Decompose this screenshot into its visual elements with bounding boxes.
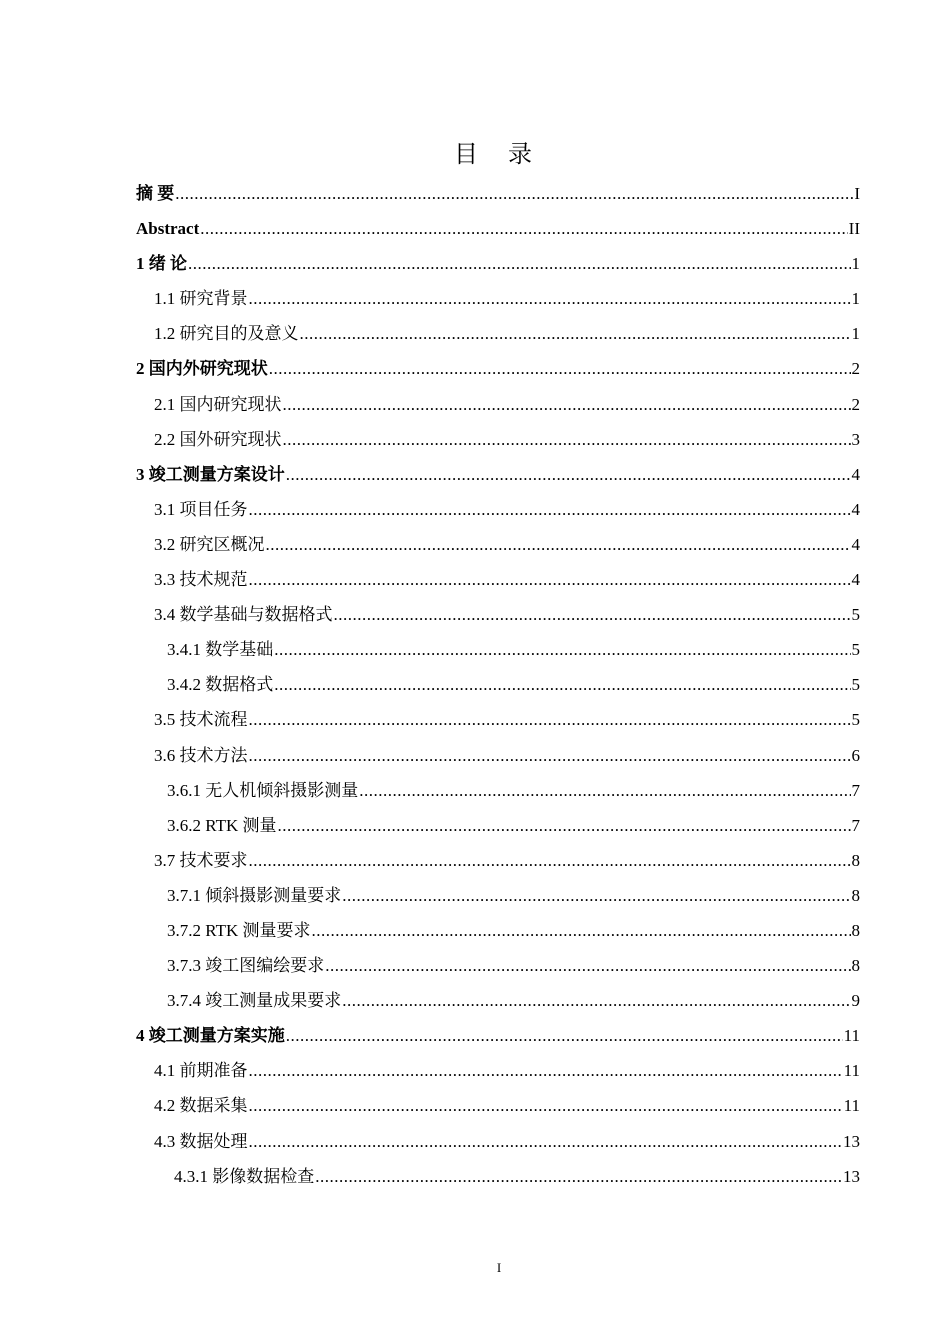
toc-entry[interactable] — [136, 948, 860, 983]
toc-leader-dots — [249, 1088, 843, 1123]
toc-entry[interactable] — [136, 808, 860, 843]
toc-leader-dots — [334, 597, 851, 632]
toc-entry-page-number: 13 — [843, 1131, 860, 1151]
toc-leader-dots — [188, 246, 851, 281]
toc-leader-dots — [175, 176, 853, 211]
toc-entry-page-number: 13 — [843, 1166, 860, 1186]
toc-leader-dots — [249, 1053, 843, 1088]
toc-leader-dots — [274, 667, 850, 702]
toc-entry-label: 2.2 国外研究现状 — [154, 429, 282, 449]
toc-entry-page-number: 3 — [851, 429, 860, 449]
toc-entry-page-number: 11 — [843, 1096, 860, 1116]
toc-leader-dots — [283, 422, 851, 457]
toc-leader-dots — [249, 843, 851, 878]
toc-entry-page-number: 11 — [843, 1061, 860, 1081]
toc-entry-page-number: I — [854, 184, 860, 203]
toc-entry-page-number: 1 — [851, 289, 860, 309]
toc-leader-dots — [277, 808, 850, 843]
toc-entry[interactable] — [136, 667, 860, 702]
toc-entry-label: 4.3 数据处理 — [154, 1131, 248, 1151]
page-title: 目 录 — [454, 142, 544, 168]
toc-leader-dots — [286, 457, 851, 492]
toc-entry[interactable] — [136, 1088, 860, 1123]
toc-entry-page-number: 2 — [851, 359, 860, 379]
toc-entry-page-number: 1 — [851, 254, 860, 274]
toc-leader-dots — [311, 913, 850, 948]
toc-entry[interactable] — [136, 351, 860, 386]
toc-entry-label: 4.3.1 影像数据检查 — [174, 1166, 315, 1186]
toc-entry[interactable] — [136, 176, 860, 211]
toc-entry-page-number: 5 — [851, 640, 860, 660]
toc-entry[interactable] — [136, 773, 860, 808]
toc-leader-dots — [342, 983, 850, 1018]
toc-entry-page-number: 4 — [851, 570, 860, 590]
toc-entry-label: 1 绪 论 — [136, 254, 187, 274]
toc-entry-label: 3 竣工测量方案设计 — [136, 464, 285, 484]
toc-entry-page-number: 4 — [851, 464, 860, 484]
toc-entry-label: 3.6.1 无人机倾斜摄影测量 — [167, 780, 359, 800]
toc-entry[interactable] — [136, 246, 860, 281]
toc-entry-label: 3.7 技术要求 — [154, 850, 248, 870]
toc-entry-label: 3.4.1 数学基础 — [167, 640, 274, 660]
toc-entry-page-number: 6 — [851, 745, 860, 765]
toc-entry-label: 4.2 数据采集 — [154, 1096, 248, 1116]
toc-entry-label: 4.1 前期准备 — [154, 1061, 248, 1081]
toc-entry-page-number: II — [848, 219, 860, 239]
toc-entry[interactable] — [136, 211, 860, 246]
toc-entry-page-number: 8 — [851, 885, 860, 905]
toc-entry[interactable] — [136, 597, 860, 632]
toc-entry-page-number: 5 — [851, 605, 860, 625]
toc-entry[interactable] — [136, 281, 860, 316]
toc-entry-page-number: 4 — [851, 534, 860, 554]
toc-entry-label: 2.1 国内研究现状 — [154, 394, 282, 414]
table-of-contents — [136, 176, 860, 1194]
toc-leader-dots — [286, 1018, 843, 1053]
toc-entry-page-number: 11 — [843, 1026, 860, 1046]
toc-entry-label: Abstract — [136, 219, 200, 239]
toc-leader-dots — [249, 702, 851, 737]
toc-leader-dots — [283, 387, 851, 422]
toc-entry[interactable] — [136, 632, 860, 667]
toc-entry-label: 3.6.2 RTK 测量 — [167, 815, 277, 835]
toc-leader-dots — [269, 351, 851, 386]
toc-entry-page-number: 8 — [851, 850, 860, 870]
toc-entry-label: 3.4.2 数据格式 — [167, 675, 274, 695]
toc-leader-dots — [249, 1124, 843, 1159]
toc-entry-page-number: 4 — [851, 499, 860, 519]
page-number-footer: I — [496, 1260, 502, 1275]
toc-entry-label: 3.2 研究区概况 — [154, 534, 265, 554]
toc-entry-label: 3.6 技术方法 — [154, 745, 248, 765]
toc-leader-dots — [300, 316, 851, 351]
toc-entry[interactable] — [136, 422, 860, 457]
toc-entry-label: 4 竣工测量方案实施 — [136, 1026, 285, 1046]
toc-entry-label: 3.7.4 竣工测量成果要求 — [167, 991, 342, 1011]
toc-entry-label: 3.7.3 竣工图编绘要求 — [167, 956, 325, 976]
toc-entry-label: 3.7.1 倾斜摄影测量要求 — [167, 885, 342, 905]
toc-entry[interactable] — [136, 983, 860, 1018]
toc-entry-page-number: 1 — [851, 324, 860, 344]
toc-entry-label: 3.4 数学基础与数据格式 — [154, 605, 333, 625]
toc-leader-dots — [342, 878, 850, 913]
toc-leader-dots — [249, 738, 851, 773]
toc-entry-page-number: 8 — [851, 920, 860, 940]
toc-leader-dots — [274, 632, 850, 667]
toc-leader-dots — [249, 281, 851, 316]
toc-leader-dots — [249, 562, 851, 597]
toc-leader-dots — [249, 492, 851, 527]
toc-entry-label: 1.1 研究背景 — [154, 289, 248, 309]
toc-entry[interactable] — [136, 1018, 860, 1053]
toc-entry[interactable] — [136, 843, 860, 878]
toc-entry[interactable] — [136, 702, 860, 737]
toc-entry-label: 摘 要 — [136, 184, 175, 203]
toc-entry-label: 3.1 项目任务 — [154, 499, 248, 519]
toc-entry[interactable] — [136, 457, 860, 492]
toc-entry[interactable] — [136, 913, 860, 948]
toc-entry[interactable] — [136, 562, 860, 597]
toc-entry-label: 3.7.2 RTK 测量要求 — [167, 920, 311, 940]
toc-leader-dots — [200, 211, 847, 246]
toc-entry[interactable] — [136, 316, 860, 351]
toc-entry-label: 1.2 研究目的及意义 — [154, 324, 299, 344]
toc-entry[interactable] — [136, 1124, 860, 1159]
toc-entry-label: 3.3 技术规范 — [154, 570, 248, 590]
toc-entry[interactable] — [136, 387, 860, 422]
toc-leader-dots — [266, 527, 851, 562]
toc-leader-dots — [315, 1159, 842, 1194]
toc-entry-page-number: 2 — [851, 394, 860, 414]
toc-entry[interactable] — [136, 878, 860, 913]
toc-entry-page-number: 7 — [851, 815, 860, 835]
toc-entry[interactable] — [136, 527, 860, 562]
toc-entry-page-number: 5 — [851, 710, 860, 730]
toc-entry[interactable] — [136, 1053, 860, 1088]
toc-entry-page-number: 7 — [851, 780, 860, 800]
toc-entry[interactable] — [136, 492, 860, 527]
toc-entry-page-number: 9 — [851, 991, 860, 1011]
toc-entry-label: 3.5 技术流程 — [154, 710, 248, 730]
toc-entry-label: 2 国内外研究现状 — [136, 359, 268, 379]
toc-entry-page-number: 5 — [851, 675, 860, 695]
toc-entry[interactable] — [136, 1159, 860, 1194]
toc-leader-dots — [325, 948, 850, 983]
toc-entry[interactable] — [136, 738, 860, 773]
toc-entry-page-number: 8 — [851, 956, 860, 976]
toc-leader-dots — [359, 773, 850, 808]
